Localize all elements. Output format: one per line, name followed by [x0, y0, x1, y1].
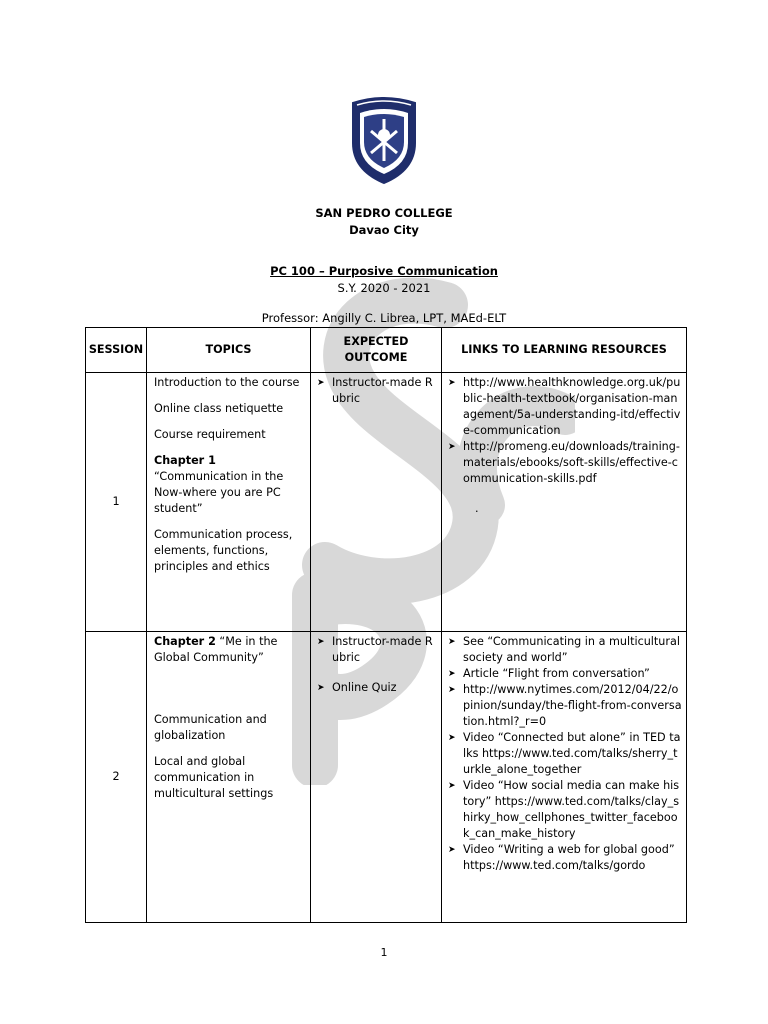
resource-item: ➤ See “Communicating in a multicultural society and world”: [448, 634, 682, 666]
topics-cell: [147, 373, 311, 632]
table-header-row: [86, 328, 687, 373]
college-city: Davao City: [349, 223, 419, 237]
chapter-title: “Me in the Global Community”: [154, 635, 278, 664]
session-number: 2: [86, 632, 147, 923]
trailing-period: .: [475, 502, 479, 515]
chapter-block: [154, 634, 304, 666]
outcome-cell: [311, 632, 442, 923]
table-row: [86, 632, 687, 923]
course-title: PC 100 – Purposive Communication: [270, 264, 498, 278]
outcome-item: ➤ Instructor-made Rubric: [317, 634, 437, 666]
session-number: 1: [86, 373, 147, 632]
topic-item: Local and global communication in multicultural settings: [154, 755, 274, 800]
chapter-label: Chapter 2: [154, 635, 216, 648]
page-number: 1: [380, 946, 388, 959]
resource-link[interactable]: ➤ http://promeng.eu/downloads/training-materials/ebooks/soft-skills/effective-communication-skills.pdf: [448, 439, 682, 487]
college-seal-logo: [349, 95, 419, 185]
school-year: S.Y. 2020 - 2021: [337, 281, 431, 295]
resource-link[interactable]: ➤ http://www.healthknowledge.org.uk/public-health-textbook/organisation-management/5a-understanding-itd/effective-communication: [448, 375, 682, 439]
links-cell: [442, 373, 687, 632]
chapter-label: Chapter 1: [154, 454, 216, 467]
professor-line: Professor: Angilly C. Librea, LPT, MAEd-ELT: [261, 311, 507, 325]
topic-item: Communication process, elements, functions, principles and ethics: [154, 528, 293, 573]
resource-link[interactable]: ➤ Video “Connected but alone” in TED talks https://www.ted.com/talks/sherry_turkle_alone_together: [448, 730, 682, 778]
topics-cell: [147, 632, 311, 923]
topic-item: Communication and globalization: [154, 713, 267, 742]
topic-item: Online class netiquette: [154, 402, 284, 415]
outcome-cell: [311, 373, 442, 632]
header-session: SESSION: [86, 328, 147, 373]
resource-link[interactable]: ➤ http://www.nytimes.com/2012/04/22/opinion/sunday/the-flight-from-conversation.html?_r=0: [448, 682, 682, 730]
resource-item: ➤ Article “Flight from conversation”: [448, 666, 682, 682]
resource-link[interactable]: ➤ Video “How social media can make history” https://www.ted.com/talks/clay_shirky_how_cellphones_twitter_facebook_can_make_history: [448, 778, 682, 842]
syllabus-table: [85, 327, 687, 923]
table-row: [86, 373, 687, 632]
header-links: LINKS TO LEARNING RESOURCES: [442, 328, 687, 373]
chapter-block: [154, 453, 304, 517]
header-expected-outcome: EXPECTED OUTCOME: [311, 328, 442, 373]
links-cell: [442, 632, 687, 923]
header-topics: TOPICS: [147, 328, 311, 373]
chapter-title: “Communication in the Now-where you are PC student”: [154, 470, 284, 515]
outcome-item: ➤ Online Quiz: [317, 680, 437, 696]
resource-link[interactable]: ➤ Video “Writing a web for global good” https://www.ted.com/talks/gordo: [448, 842, 682, 874]
topic-item: Introduction to the course: [154, 376, 300, 389]
topic-item: Course requirement: [154, 428, 266, 441]
college-name: SAN PEDRO COLLEGE: [315, 206, 453, 220]
outcome-item: ➤ Instructor-made Rubric: [317, 375, 437, 407]
